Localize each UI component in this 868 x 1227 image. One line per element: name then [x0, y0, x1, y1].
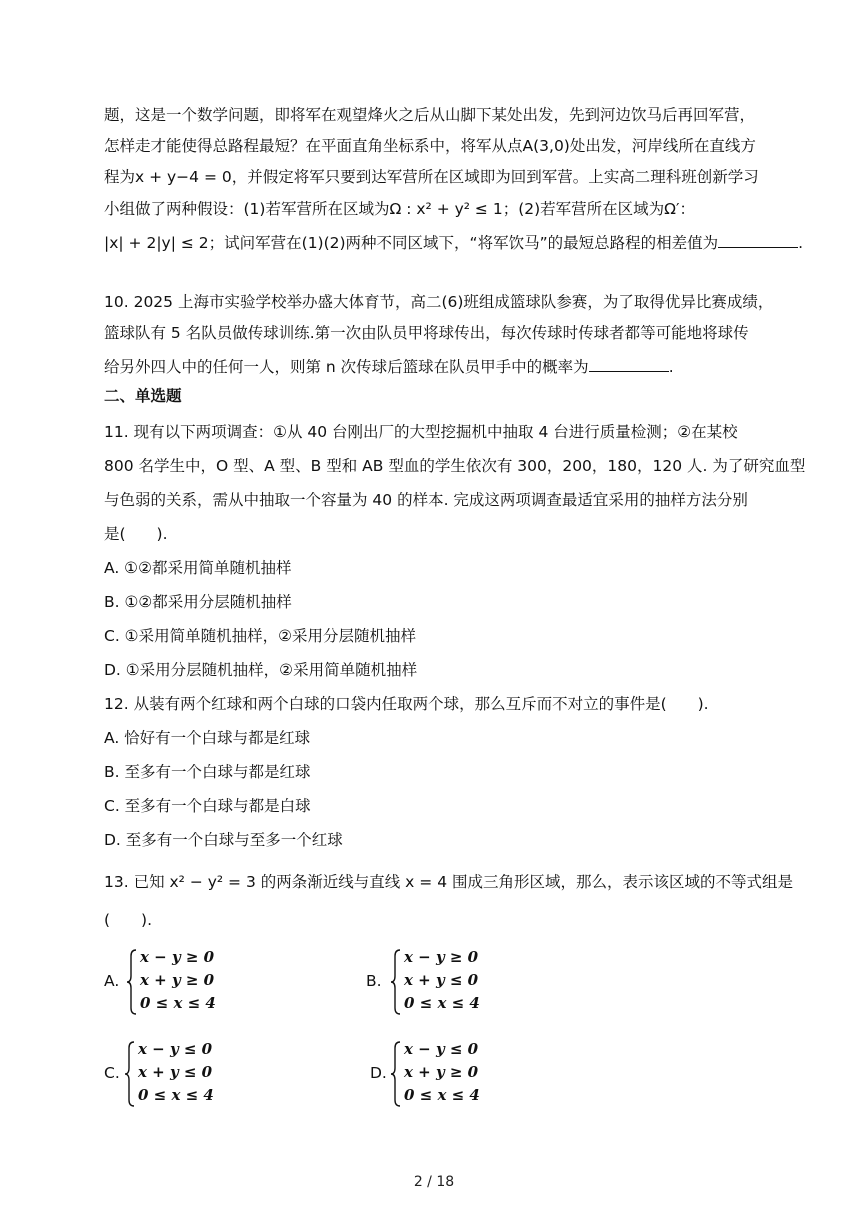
q13-option-c-system — [138, 1038, 214, 1107]
section-heading: 二、单选题 — [104, 387, 182, 405]
q11-option-c: C. ①采用简单随机抽样，②采用分层随机抽样 — [104, 627, 416, 645]
q10-line-2: 篮球队有 5 名队员做传球训练.第一次由队员甲将球传出，每次传球时传球者都等可能地将球传 — [104, 324, 749, 342]
q9-end: . — [798, 234, 804, 252]
q13-option-c-label: C. — [104, 1064, 120, 1082]
brace-icon — [124, 1040, 136, 1108]
q13-option-d-label: D. — [370, 1064, 387, 1082]
q10-line-3-wrap — [104, 355, 674, 377]
q13-option-b-label: B. — [366, 972, 382, 990]
q11-line-2: 800 名学生中，O 型、A 型、B 型和 AB 型血的学生依次有 300，200，180，120 人. 为了研究血型 — [104, 457, 806, 475]
page-number: 2 / 18 — [413, 1174, 455, 1190]
brace-icon — [126, 948, 138, 1016]
q11-line-1: 11. 现有以下两项调查：①从 40 台刚出厂的大型挖掘机中抽取 4 台进行质量检测；②在某校 — [104, 423, 738, 441]
q9-line-1: 题，这是一个数学问题，即将军在观望烽火之后从山脚下某处出发，先到河边饮马后再回军营， — [104, 106, 756, 124]
q12-option-d: D. 至多有一个白球与至多一个红球 — [104, 831, 343, 849]
q12-option-b: B. 至多有一个白球与都是红球 — [104, 763, 311, 781]
system-row: x + y ≥ 0 — [404, 1063, 479, 1081]
q9-line-3: 程为x + y−4 = 0，并假定将军只要到达军营所在区域即为回到军营。上实高二理科班创新学习 — [104, 168, 759, 186]
answer-blank-q10 — [589, 355, 669, 372]
q12-line-1: 12. 从装有两个红球和两个白球的口袋内任取两个球，那么互斥而不对立的事件是( ). — [104, 695, 709, 713]
q9-line-5-wrap — [104, 231, 803, 253]
system-row: 0 ≤ x ≤ 4 — [404, 994, 480, 1012]
system-row: 0 ≤ x ≤ 4 — [140, 994, 216, 1012]
q11-option-d: D. ①采用分层随机抽样，②采用简单随机抽样 — [104, 661, 418, 679]
brace-icon — [390, 1040, 402, 1108]
system-row: x + y ≤ 0 — [404, 971, 479, 989]
system-row: x − y ≥ 0 — [404, 948, 479, 966]
q12-option-c: C. 至多有一个白球与都是白球 — [104, 797, 311, 815]
q10-line-1: 10. 2025 上海市实验学校举办盛大体育节，高二(6)班组成篮球队参赛，为了取得优异比赛成绩， — [104, 293, 774, 311]
q13-line-2: ( ). — [104, 911, 153, 929]
q11-option-b: B. ①②都采用分层随机抽样 — [104, 593, 292, 611]
q11-line-4: 是( ). — [104, 525, 168, 543]
q11-line-3: 与色弱的关系，需从中抽取一个容量为 40 的样本. 完成这两项调查最适宜采用的抽样方法分别 — [104, 491, 748, 509]
system-row: x − y ≤ 0 — [138, 1040, 213, 1058]
system-row: x − y ≥ 0 — [140, 948, 215, 966]
q13-option-d-system — [404, 1038, 480, 1107]
system-row: 0 ≤ x ≤ 4 — [138, 1086, 214, 1104]
q9-line-2: 怎样走才能使得总路程最短？在平面直角坐标系中，将军从点A(3,0)处出发，河岸线所在直线方 — [104, 137, 756, 155]
q11-option-a: A. ①②都采用简单随机抽样 — [104, 559, 292, 577]
q13-option-a-label: A. — [104, 972, 120, 990]
brace-icon — [390, 948, 402, 1016]
system-row: x + y ≥ 0 — [140, 971, 215, 989]
system-row: 0 ≤ x ≤ 4 — [404, 1086, 480, 1104]
q13-option-a-system — [140, 946, 216, 1015]
answer-blank-q9 — [718, 231, 798, 248]
q10-end: . — [668, 358, 674, 376]
q9-line-4: 小组做了两种假设：(1)若军营所在区域为Ω : x² + y² ≤ 1；(2)若军营所在区域为Ω′： — [104, 200, 696, 218]
q12-option-a: A. 恰好有一个白球与都是红球 — [104, 729, 311, 747]
q13-option-b-system — [404, 946, 480, 1015]
system-row: x − y ≤ 0 — [404, 1040, 479, 1058]
q9-line-5: |x| + 2|y| ≤ 2；试问军营在(1)(2)两种不同区域下，“将军饮马”的最短总路程的相差值为 — [104, 234, 719, 252]
q13-line-1: 13. 已知 x² − y² = 3 的两条渐近线与直线 x = 4 围成三角形区域，那么，表示该区域的不等式组是 — [104, 873, 793, 891]
q10-line-3: 给另外四人中的任何一人，则第 n 次传球后篮球在队员甲手中的概率为 — [104, 358, 589, 376]
system-row: x + y ≤ 0 — [138, 1063, 213, 1081]
